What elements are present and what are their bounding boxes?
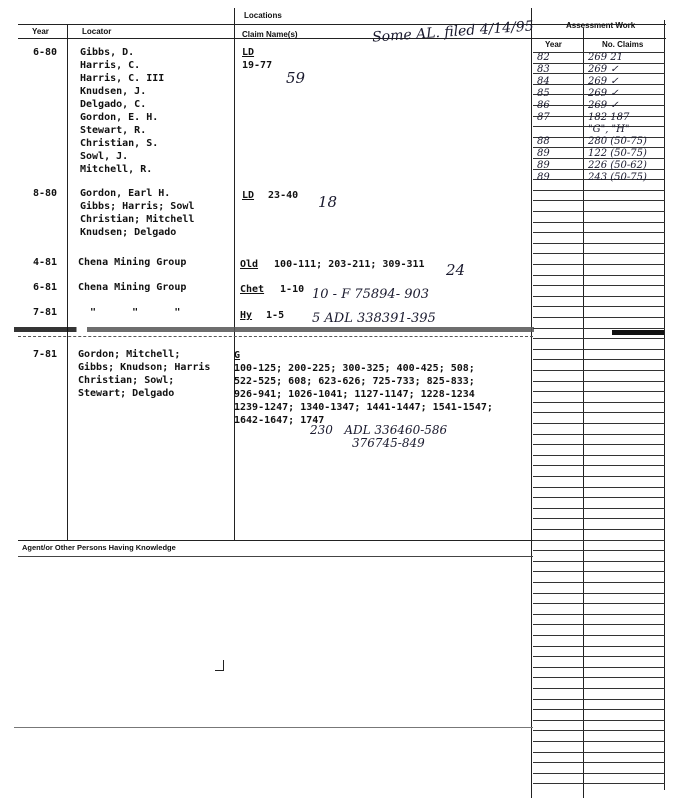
locations-header: Locations	[244, 11, 282, 20]
entry-claim-prefix: G	[234, 350, 241, 361]
entry-claim-prefix: Chet	[240, 284, 265, 295]
assessment-rule-line	[533, 571, 665, 572]
assessment-row	[533, 102, 665, 112]
entry-claim-prefix: LD	[242, 190, 255, 201]
claim-names-header: Claim Name(s)	[242, 30, 298, 39]
locator-header: Locator	[82, 27, 112, 36]
assessment-rule-line	[533, 741, 665, 742]
assessment-rule-line	[533, 773, 665, 774]
entry-year: 7-81	[33, 349, 58, 360]
assessment-rule-line	[533, 306, 665, 307]
torn-separator-right	[612, 330, 664, 335]
assessment-rule-line	[533, 646, 665, 647]
assessment-rule-line	[533, 455, 665, 456]
entry-year: 6-81	[33, 282, 58, 293]
entry-locator: Gibbs, D. Harris, C. Harris, C. III Knudsen, J. Delgado, C. Gordon, E. H. Stewart, R. Christian, S. Sowl, J. Mitchell, R.	[80, 47, 165, 175]
assessment-claims: "G", "H"	[588, 124, 630, 135]
assessment-rule-line	[533, 296, 665, 297]
entry-handwritten: 24	[446, 261, 466, 279]
assessment-work-header: Assessment Work	[566, 21, 636, 30]
entry-claim-prefix: Hy	[240, 310, 253, 321]
assessment-rule-line	[533, 391, 665, 392]
agent-header: Agent/or Other Persons Having Knowledge	[22, 543, 176, 552]
entry-locator: Chena Mining Group	[78, 282, 187, 293]
assessment-year: 85	[537, 88, 550, 99]
assessment-claims: 269 ✓	[588, 88, 619, 99]
assessment-rule-line	[533, 328, 665, 329]
assessment-rule-line	[533, 540, 665, 541]
entry-year: 4-81	[33, 257, 58, 268]
assessment-row	[533, 78, 665, 88]
assessment-rule-line	[533, 264, 665, 265]
assessment-rule-line	[533, 402, 665, 403]
assessment-rule-line	[533, 444, 665, 445]
assessment-rule-line	[533, 677, 665, 678]
entry-handwritten: 18	[318, 193, 338, 211]
assessment-claims: 269 ✓	[588, 64, 619, 75]
entry-claim-text: 100-125; 200-225; 300-325; 400-425; 508; 522-525; 608; 623-626; 725-733; 825-833; 926-941; 1026-1041; 1127-1147; 1228-1234 1239-1247; 1340-1347; 1441-1447; 1541-1547; 1642-1647; 1747	[234, 363, 493, 426]
assessment-claims: 269 21	[588, 52, 623, 63]
assessment-rule-line	[533, 412, 665, 413]
assessment-row	[533, 174, 665, 184]
assessment-claims: 122 (50-75)	[588, 148, 647, 159]
assessment-rule-line	[533, 603, 665, 604]
assessment-rule-line	[533, 423, 665, 424]
assessment-year: 87	[537, 112, 550, 123]
assessment-rule-line	[533, 624, 665, 625]
entry-claim-prefix: Old	[240, 259, 259, 270]
entry-claim-text: 100-111; 203-211; 309-311	[262, 259, 425, 270]
assessment-row	[533, 90, 665, 100]
assessment-rule-line	[533, 370, 665, 371]
assessment-rule-line	[533, 635, 665, 636]
assessment-rule-line	[533, 561, 665, 562]
assessment-year: 89	[537, 160, 550, 171]
assessment-rule-line	[533, 232, 665, 233]
assessment-rule-line	[533, 338, 665, 339]
entry-locator: Chena Mining Group	[78, 257, 187, 268]
assessment-rule-line	[533, 465, 665, 466]
assessment-claims: 269 ✓	[588, 100, 619, 111]
entry-locator: " " "	[78, 307, 181, 318]
torn-separator	[14, 327, 534, 332]
assessment-claims: 182 187	[588, 112, 630, 123]
assessment-rule-line	[533, 253, 665, 254]
assessment-rule-line	[533, 508, 665, 509]
entry-locator: Gordon, Earl H. Gibbs; Harris; Sowl Christian; Mitchell Knudsen; Delgado	[80, 188, 195, 238]
assessment-rule-line	[533, 317, 665, 318]
assessment-claims: 243 (50-75)	[588, 172, 647, 183]
stray-mark	[215, 660, 224, 671]
entry-year: 8-80	[33, 188, 58, 199]
col-divider-year	[67, 24, 68, 540]
assessment-claims: 226 (50-62)	[588, 160, 647, 171]
assessment-row	[533, 162, 665, 172]
handwritten-filing-note: Some AL. filed 4/14/95	[371, 18, 535, 46]
header-bottom-rule	[18, 38, 666, 39]
assessment-claims: 269 ✓	[588, 76, 619, 87]
entry-handwritten: 10 - F 75894- 903	[312, 287, 430, 302]
assessment-rule-line	[533, 699, 665, 700]
assessment-rule-line	[533, 688, 665, 689]
entry-year: 6-80	[33, 47, 58, 58]
assessment-rule-line	[533, 720, 665, 721]
assessment-row	[533, 66, 665, 76]
assessment-rule-line	[533, 285, 665, 286]
assessment-claims: 280 (50-75)	[588, 136, 647, 147]
assessment-rule-line	[533, 497, 665, 498]
assessment-row	[533, 150, 665, 160]
entry-claim-text: 1-10	[268, 284, 305, 295]
assessment-row	[533, 138, 665, 148]
assessment-year: 89	[537, 148, 550, 159]
entry-claim-prefix: LD	[242, 47, 255, 58]
entry-claim-text: 19-77	[242, 60, 273, 71]
assessment-rule-line	[533, 487, 665, 488]
year-header: Year	[32, 27, 49, 36]
assessment-rule-line	[533, 275, 665, 276]
assessment-rule-line	[533, 190, 665, 191]
assessment-year: 86	[537, 100, 550, 111]
assessment-rule-line	[533, 529, 665, 530]
assessment-rule-line	[533, 200, 665, 201]
agent-sub-rule	[18, 556, 533, 557]
assessment-rule-line	[533, 349, 665, 350]
assessment-rule-line	[533, 593, 665, 594]
assessment-rule-line	[533, 656, 665, 657]
assessment-rule-line	[533, 783, 665, 784]
assessment-rule-line	[533, 434, 665, 435]
assessment-rule-line	[533, 476, 665, 477]
entry-claim-text: 23-40	[256, 190, 299, 201]
assessment-rule-line	[533, 359, 665, 360]
assessment-rule-line	[533, 550, 665, 551]
faint-rule	[14, 727, 533, 728]
assessment-year: 88	[537, 136, 550, 147]
assessment-rule-line	[533, 667, 665, 668]
assessment-rule-line	[533, 243, 665, 244]
entry-claim-text: 1-5	[254, 310, 285, 321]
assessment-rule-line	[533, 582, 665, 583]
assessment-rule-line	[533, 709, 665, 710]
assessment-year: 84	[537, 76, 550, 87]
col-divider-claims	[531, 8, 532, 798]
entry-locator: Gordon; Mitchell; Gibbs; Knudson; Harris Christian; Sowl; Stewart; Delgado	[78, 349, 211, 399]
assessment-year: 89	[537, 172, 550, 183]
assessment-rule-line	[533, 222, 665, 223]
aw-year-header: Year	[545, 40, 562, 49]
assessment-rule-line	[533, 752, 665, 753]
col-divider-locator	[234, 8, 235, 540]
agent-rule	[18, 540, 533, 541]
entry-handwritten: 5 ADL 338391-395	[312, 311, 436, 326]
dashed-separator	[18, 336, 533, 338]
assessment-rule-line	[533, 211, 665, 212]
assessment-row	[533, 126, 665, 136]
assessment-year: 83	[537, 64, 550, 75]
assessment-rule-line	[533, 730, 665, 731]
assessment-rule-line	[533, 614, 665, 615]
assessment-rule-line	[533, 762, 665, 763]
assessment-year: 82	[537, 52, 550, 63]
entry-handwritten: 230 ADL 336460-586 376745-849	[310, 423, 448, 450]
assessment-row	[533, 114, 665, 124]
assessment-rule-line	[533, 518, 665, 519]
entry-year: 7-81	[33, 307, 58, 318]
assessment-rule-line	[533, 381, 665, 382]
aw-no-claims-header: No. Claims	[602, 40, 644, 49]
entry-handwritten: 59	[286, 69, 306, 87]
assessment-row	[533, 54, 665, 64]
